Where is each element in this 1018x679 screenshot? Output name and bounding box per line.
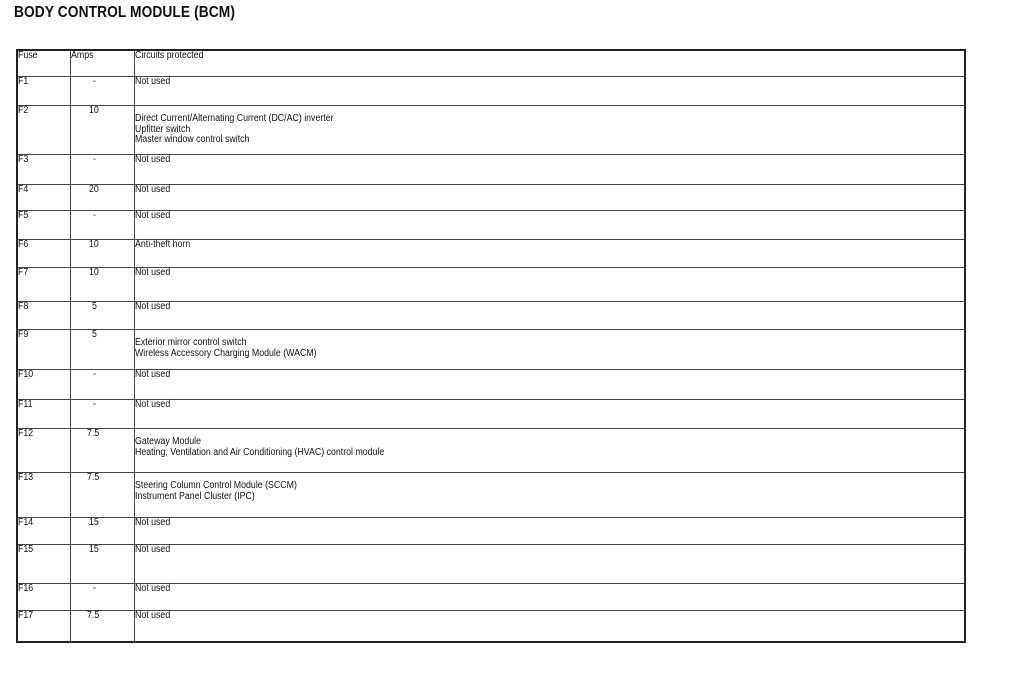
circuits-cell — [135, 584, 966, 611]
circuit-line: Not used — [135, 301, 171, 312]
circuits-cell — [135, 240, 966, 268]
fuse-cell: F10 — [17, 370, 71, 400]
fuse-cell: F11 — [17, 400, 71, 429]
circuits-cell — [135, 211, 966, 240]
fuse-cell: F17 — [17, 611, 71, 642]
circuit-line: Not used — [135, 610, 171, 621]
circuits-cell — [135, 611, 966, 642]
circuits-cell — [135, 77, 966, 106]
table-row — [17, 429, 965, 473]
circuit-line: Not used — [135, 184, 171, 195]
table-row — [17, 185, 965, 211]
table-row — [17, 155, 965, 185]
table-row — [17, 77, 965, 106]
circuits-cell — [135, 370, 966, 400]
fuse-cell: F12 — [17, 429, 71, 473]
circuits-cell — [135, 429, 966, 473]
amps-cell: 5 — [71, 302, 135, 330]
circuits-cell — [135, 185, 966, 211]
amps-cell: 10 — [71, 268, 135, 302]
circuits-cell — [135, 330, 966, 370]
fuse-cell: F5 — [17, 211, 71, 240]
circuit-line: Anti-theft horn — [135, 239, 191, 250]
circuit-line: Master window control switch — [135, 134, 250, 145]
circuits-cell — [135, 400, 966, 429]
table-row — [17, 302, 965, 330]
circuits-cell — [135, 155, 966, 185]
fuse-cell: F15 — [17, 545, 71, 584]
circuit-line: Not used — [135, 399, 171, 410]
table-row — [17, 240, 965, 268]
table-row — [17, 473, 965, 518]
circuit-line: Direct Current/Alternating Current (DC/AC) inverter — [135, 113, 334, 124]
circuit-line: Not used — [135, 76, 171, 87]
column-header-fuse: Fuse — [17, 50, 71, 77]
fuse-cell: F3 — [17, 155, 71, 185]
circuits-cell — [135, 473, 966, 518]
fuse-cell: F4 — [17, 185, 71, 211]
circuit-line: Not used — [135, 210, 171, 221]
table-row — [17, 518, 965, 545]
circuit-line: Not used — [135, 154, 171, 165]
circuits-cell — [135, 545, 966, 584]
amps-cell: 7.5 — [71, 429, 135, 473]
fuse-cell: F14 — [17, 518, 71, 545]
fuse-cell: F8 — [17, 302, 71, 330]
circuit-line: Not used — [135, 544, 171, 555]
table-row — [17, 584, 965, 611]
circuits-cell — [135, 106, 966, 155]
circuit-line: Heating, Ventilation and Air Conditioning (HVAC) control module — [135, 446, 385, 458]
table-body — [17, 77, 965, 642]
circuit-line: Upfitter switch — [135, 123, 191, 135]
circuit-line: Not used — [135, 583, 171, 594]
circuit-line: Instrument Panel Cluster (IPC) — [135, 490, 255, 502]
fuse-cell: F1 — [17, 77, 71, 106]
amps-cell: 7.5 — [71, 611, 135, 642]
circuit-line: Not used — [135, 267, 171, 278]
circuit-line: Exterior mirror control switch — [135, 337, 247, 348]
amps-cell: 7.5 — [71, 473, 135, 518]
column-header-amps: Amps — [71, 50, 135, 77]
circuit-line: Wireless Accessory Charging Module (WACM) — [135, 347, 317, 359]
circuits-cell — [135, 518, 966, 545]
table-row — [17, 268, 965, 302]
table-row — [17, 330, 965, 370]
amps-cell: 5 — [71, 330, 135, 370]
amps-cell: 15 — [71, 545, 135, 584]
fuse-cell: F7 — [17, 268, 71, 302]
amps-cell: - — [71, 584, 135, 611]
amps-cell: 10 — [71, 240, 135, 268]
column-header-circuits: Circuits protected — [135, 50, 966, 77]
amps-cell: - — [71, 400, 135, 429]
amps-cell: - — [71, 77, 135, 106]
fuse-cell: F2 — [17, 106, 71, 155]
table-row — [17, 106, 965, 155]
table-row — [17, 611, 965, 642]
table-row — [17, 370, 965, 400]
circuit-line: Not used — [135, 517, 171, 528]
page-title: BODY CONTROL MODULE (BCM) — [14, 4, 236, 21]
amps-cell: - — [71, 211, 135, 240]
table-row — [17, 400, 965, 429]
table-row — [17, 545, 965, 584]
circuits-cell — [135, 268, 966, 302]
fuse-cell: F16 — [17, 584, 71, 611]
amps-cell: 10 — [71, 106, 135, 155]
table-header-row — [17, 50, 965, 77]
fuse-cell: F13 — [17, 473, 71, 518]
circuit-line: Steering Column Control Module (SCCM) — [135, 480, 297, 491]
circuit-line: Not used — [135, 369, 171, 380]
amps-cell: 20 — [71, 185, 135, 211]
circuits-cell — [135, 302, 966, 330]
fuse-cell: F6 — [17, 240, 71, 268]
amps-cell: - — [71, 155, 135, 185]
amps-cell: - — [71, 370, 135, 400]
amps-cell: 15 — [71, 518, 135, 545]
circuit-line: Gateway Module — [135, 436, 202, 447]
fuse-cell: F9 — [17, 330, 71, 370]
fuse-table — [16, 49, 966, 643]
table-row — [17, 211, 965, 240]
